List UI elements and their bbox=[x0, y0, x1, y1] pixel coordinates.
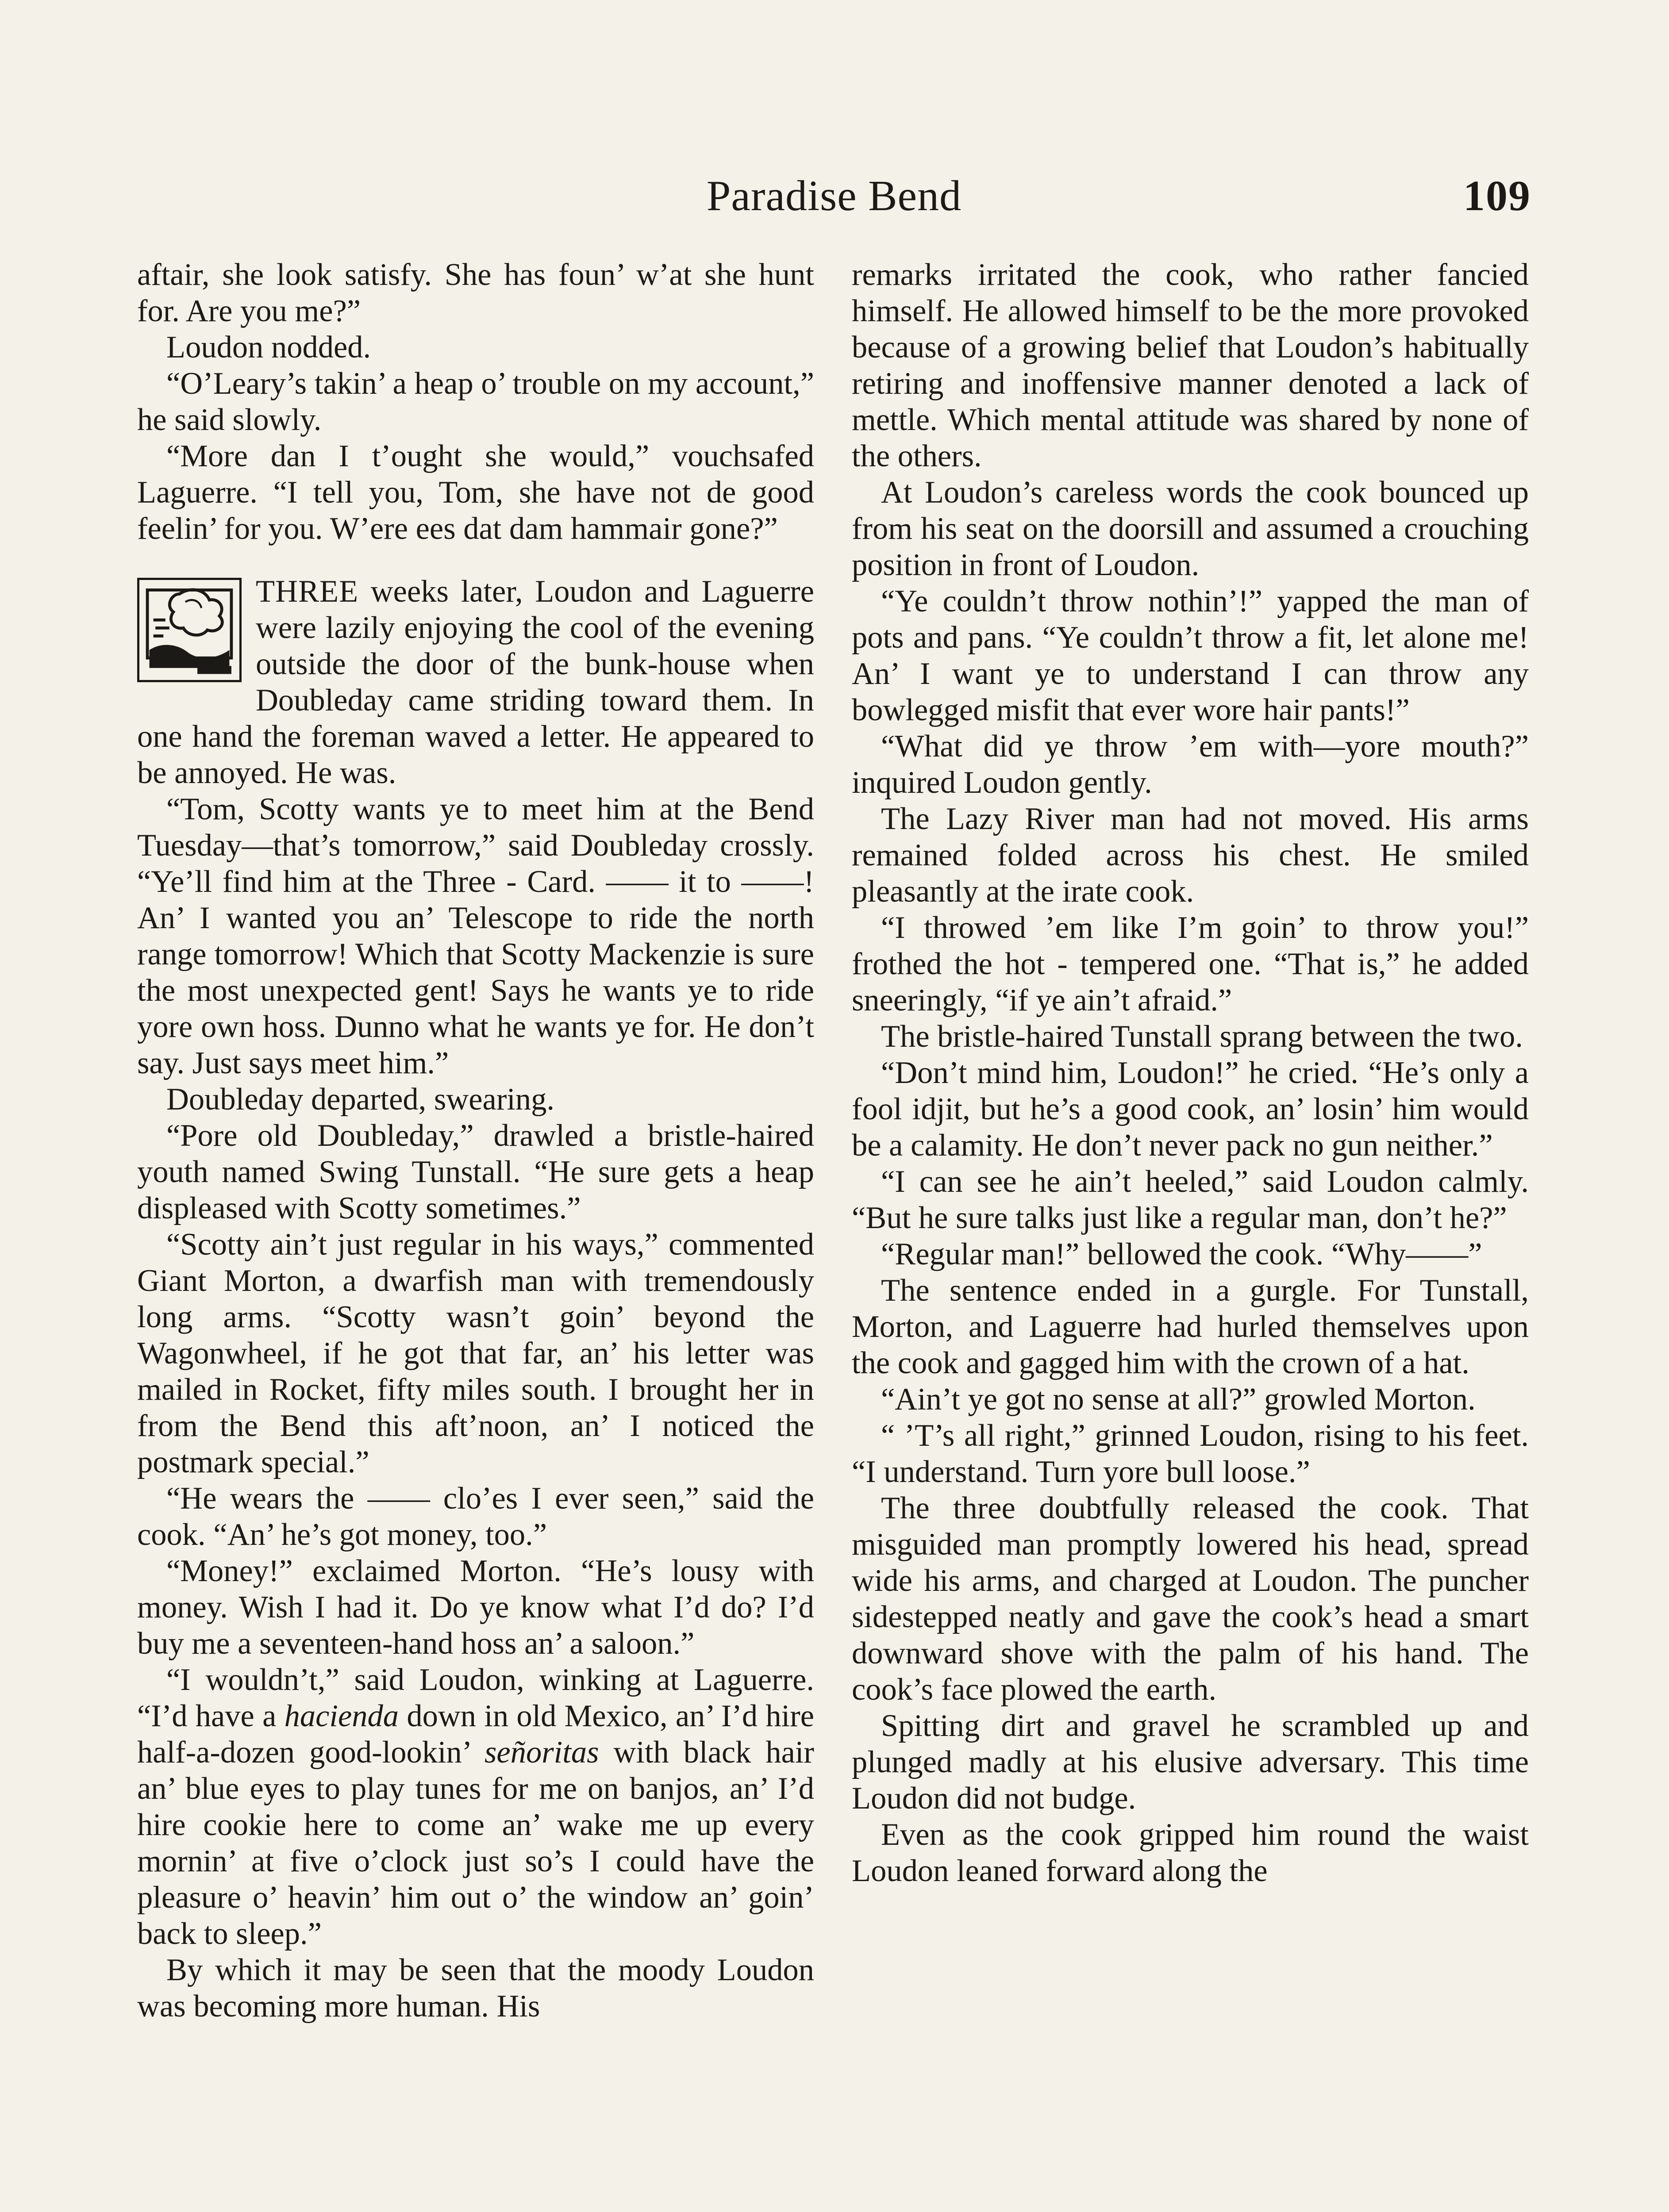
left-column bbox=[137, 257, 814, 2024]
paragraph: “Money!” exclaimed Morton. “He’s lousy with money. Wish I had it. Do ye know what I’d do? I’d buy me a seventeen-hand hoss an’ a saloon.” bbox=[137, 1554, 814, 1661]
paragraph: “Ye couldn’t throw nothin’!” yapped the man of pots and pans. “Ye couldn’t throw a fit, let alone me! An’ I want ye to understand I can throw any bowlegged misfit that ever wore hair pants!” bbox=[852, 584, 1529, 727]
paragraph: “Tom, Scotty wants ye to meet him at the Bend Tuesday—that’s tomorrow,” said Doubleday crossly. “Ye’ll find him at the Three - Card. —— it to ——! An’ I wanted you an’ Telescope to ride the north range tomorrow! Which that Scotty Mackenzie is sure the most unexpected gent! Says he wants ye to ride yore own hoss. Dunno what he wants ye for. He don’t say. Just says meet him.” bbox=[137, 792, 814, 1080]
paragraph: The Lazy River man had not moved. His arms remained folded across his chest. He smiled pleasantly at the irate cook. bbox=[852, 802, 1529, 909]
text-run: “I wouldn’t,” said Loudon, winking at Laguerre. “I’d have a bbox=[137, 1663, 814, 1733]
paragraph: “More dan I t’ought she would,” vouchsafed Laguerre. “I tell you, Tom, she have not de good feelin’ for you. W’ere ees dat dam hammair gone?” bbox=[137, 439, 814, 546]
paragraph: “O’Leary’s takin’ a heap o’ trouble on my account,” he said slowly. bbox=[137, 366, 814, 437]
paragraph: The bristle-haired Tunstall sprang between the two. bbox=[881, 1019, 1523, 1054]
paragraph: aftair, she look satisfy. She has foun’ w’at she hunt for. Are you me?” bbox=[137, 257, 814, 328]
paragraph-text: weeks later, Loudon and Laguerre were lazily enjoying the cool of the evening outside the door of the bunk-house when Doubleday came striding toward them. In one hand the foreman waved a letter. He appeared to be annoyed. He was. bbox=[137, 574, 814, 790]
page-number: 109 bbox=[1463, 172, 1531, 220]
paragraph: “I throwed ’em like I’m goin’ to throw you!” frothed the hot - tempered one. “That is,” he added sneeringly, “if ye ain’t afraid.” bbox=[852, 910, 1529, 1018]
paragraph: “He wears the —— clo’es I ever seen,” said the cook. “An’ he’s got money, too.” bbox=[137, 1481, 814, 1552]
italic-word: hacienda bbox=[284, 1699, 399, 1733]
paragraph: Doubleday departed, swearing. bbox=[166, 1082, 555, 1117]
paragraph bbox=[137, 1662, 814, 1952]
paragraph: The three doubtfully released the cook. That misguided man promptly lowered his head, spread wide his arms, and charged at Loudon. The puncher sidestepped neatly and gave the cook’s head a smart downward shove with the palm of his hand. The cook’s face plowed the earth. bbox=[852, 1491, 1529, 1707]
running-title: Paradise Bend bbox=[706, 172, 962, 220]
paragraph: “Pore old Doubleday,” drawled a bristle-haired youth named Swing Tunstall. “He sure gets a heap displeased with Scotty sometimes.” bbox=[137, 1118, 814, 1225]
paragraph: remarks irritated the cook, who rather fancied himself. He allowed himself to be the more provoked because of a growing belief that Loudon’s habitually retiring and inoffensive manner denoted a lack of mettle. Which mental attitude was shared by none of the others. bbox=[852, 257, 1529, 473]
paragraph: Loudon nodded. bbox=[166, 330, 371, 365]
italic-word: señoritas bbox=[484, 1735, 599, 1770]
paragraph: “ ’T’s all right,” grinned Loudon, rising to his feet. “I understand. Turn yore bull loose.” bbox=[852, 1418, 1529, 1489]
paragraph: By which it may be seen that the moody Loudon was becoming more human. His bbox=[137, 1953, 814, 2024]
paragraph: “What did ye throw ’em with—yore mouth?” inquired Loudon gently. bbox=[852, 729, 1529, 800]
text-run: down in old Mexico, an’ I’d hire half-a-dozen good-lookin’ bbox=[137, 1699, 814, 1770]
paragraph: “Scotty ain’t just regular in his ways,” commented Giant Morton, a dwarfish man with tremendously long arms. “Scotty wasn’t goin’ beyond the Wagonwheel, if he got that far, an’ his letter was mailed in Rocket, fifty miles south. I brought her in from the Bend this aft’noon, an’ I noticed the postmark special.” bbox=[137, 1227, 814, 1479]
decorative-initial-icon bbox=[137, 578, 242, 682]
paragraph: “Don’t mind him, Loudon!” he cried. “He’s only a fool idjit, but he’s a good cook, an’ losin’ him would be a calamity. He don’t never pack no gun neither.” bbox=[852, 1056, 1529, 1163]
page-header bbox=[137, 167, 1531, 225]
drop-word: THREE bbox=[256, 574, 359, 609]
paragraph: Spitting dirt and gravel he scrambled up and plunged madly at his elusive adversary. This time Loudon did not budge. bbox=[852, 1709, 1529, 1816]
right-column bbox=[852, 257, 1529, 1889]
paragraph: “I can see he ain’t heeled,” said Loudon calmly. “But he sure talks just like a regular man, don’t he?” bbox=[852, 1164, 1529, 1235]
paragraph: At Loudon’s careless words the cook bounced up from his seat on the doorsill and assumed a crouching position in front of Loudon. bbox=[852, 475, 1529, 582]
section-opening-paragraph bbox=[137, 573, 814, 791]
text-run: with black hair an’ blue eyes to play tunes for me on banjos, an’ I’d hire cookie here to come an’ wake me up every mornin’ at five o’clock just so’s I could have the pleasure o’ heavin’ him out o’ the window an’ goin’ back to sleep.” bbox=[137, 1735, 814, 1951]
paragraph: The sentence ended in a gurgle. For Tunstall, Morton, and Laguerre had hurled themselves upon the cook and gagged him with the crown of a hat. bbox=[852, 1273, 1529, 1380]
paragraph: “Regular man!” bellowed the cook. “Why——” bbox=[881, 1237, 1482, 1271]
paragraph: Even as the cook gripped him round the waist Loudon leaned forward along the bbox=[852, 1817, 1529, 1888]
paragraph: “Ain’t ye got no sense at all?” growled Morton. bbox=[881, 1382, 1476, 1417]
